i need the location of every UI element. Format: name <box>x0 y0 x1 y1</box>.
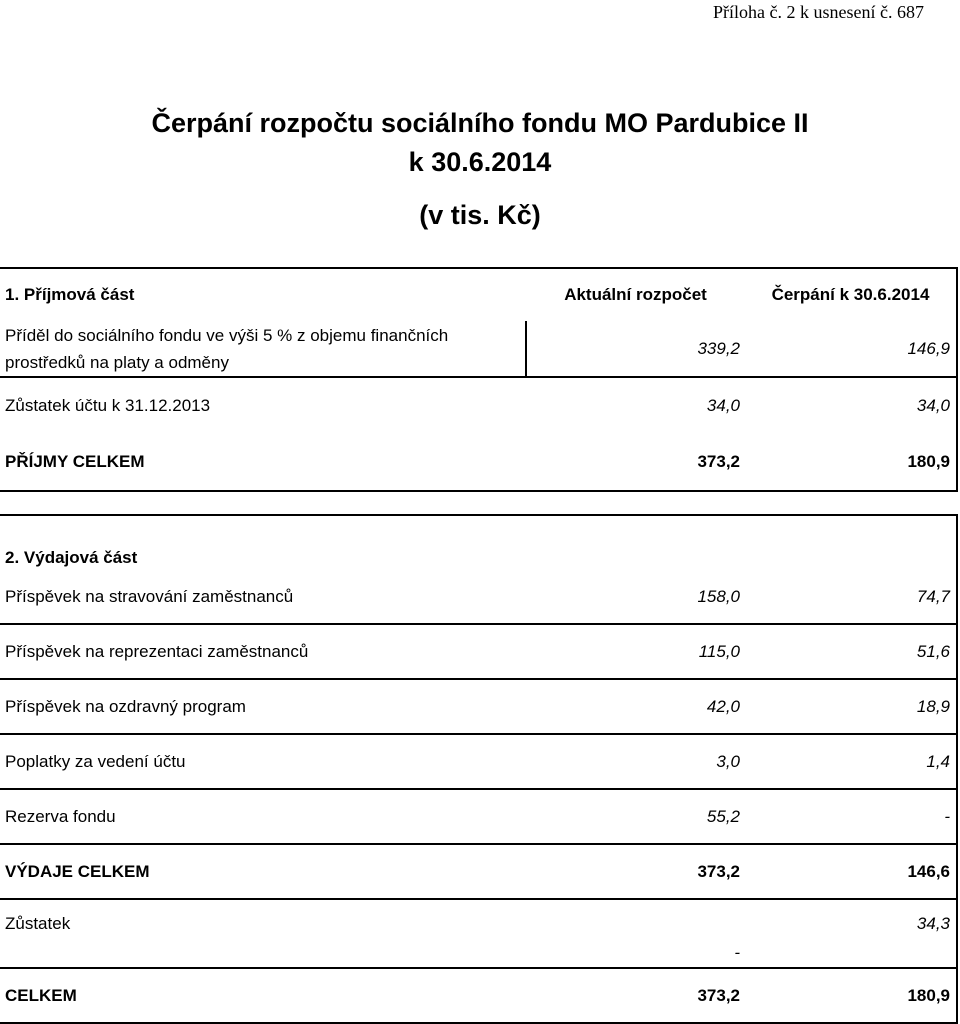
column-header-spent: Čerpání k 30.6.2014 <box>771 285 930 304</box>
row-spent: 18,9 <box>746 679 957 734</box>
row-budget: 42,0 <box>526 679 746 734</box>
income-header-row <box>0 268 957 321</box>
row-spent: 180,9 <box>746 968 957 1023</box>
row-budget: 373,2 <box>526 968 746 1023</box>
row-spent: 51,6 <box>746 624 957 679</box>
row-spent: 74,7 <box>746 570 957 624</box>
row-label: Příspěvek na ozdravný program <box>0 679 526 734</box>
row-budget: 373,2 <box>526 844 746 899</box>
row-label: Poplatky za vedení účtu <box>0 734 526 789</box>
expense-total-row <box>0 844 957 899</box>
row-budget: 115,0 <box>526 624 746 679</box>
page-units: (v tis. Kč) <box>419 200 541 230</box>
row-label: PŘÍJMY CELKEM <box>5 451 145 471</box>
row-label: Příspěvek na stravování zaměstnanců <box>0 570 526 624</box>
table-row <box>0 679 957 734</box>
row-label: Rezerva fondu <box>0 789 526 844</box>
row-budget: 373,2 <box>697 451 740 471</box>
row-spent: 146,9 <box>746 321 957 377</box>
row-label: Příspěvek na reprezentaci zaměstnanců <box>0 624 526 679</box>
row-label: Zůstatek <box>0 899 526 968</box>
table-row <box>0 734 957 789</box>
row-spent: 34,0 <box>916 395 950 415</box>
row-budget: 158,0 <box>526 570 746 624</box>
empty-cell <box>746 515 957 570</box>
expense-table <box>0 514 958 1024</box>
row-budget: 55,2 <box>526 789 746 844</box>
annex-reference: Příloha č. 2 k usnesení č. 687 <box>713 2 924 22</box>
empty-cell <box>526 515 746 570</box>
table-row <box>0 321 957 377</box>
table-row <box>0 624 957 679</box>
table-row <box>0 789 957 844</box>
page-title: Čerpání rozpočtu sociálního fondu MO Pardubice II <box>151 108 809 138</box>
row-spent: - <box>746 789 957 844</box>
row-budget: - <box>526 899 746 968</box>
row-spent: 180,9 <box>907 451 950 471</box>
row-budget: 3,0 <box>526 734 746 789</box>
page-title-date: k 30.6.2014 <box>408 147 552 177</box>
table-row <box>0 377 957 433</box>
row-label: Zůstatek účtu k 31.12.2013 <box>5 395 211 415</box>
row-label: VÝDAJE CELKEM <box>0 844 526 899</box>
expense-section-title: 2. Výdajová část <box>5 548 138 567</box>
income-section-title: 1. Příjmová část <box>5 285 135 304</box>
grand-total-row <box>0 968 957 1023</box>
row-spent: 34,3 <box>746 899 957 968</box>
table-row <box>0 570 957 624</box>
income-table <box>0 267 958 492</box>
row-spent: 1,4 <box>746 734 957 789</box>
row-label: CELKEM <box>0 968 526 1023</box>
row-budget: 339,2 <box>526 321 746 377</box>
row-label: Příděl do sociálního fondu ve výši 5 % z objemu finančních prostředků na platy a odměny <box>0 321 526 377</box>
balance-row <box>0 899 957 968</box>
column-header-budget: Aktuální rozpočet <box>564 285 707 304</box>
income-total-row <box>0 433 957 491</box>
row-budget: 34,0 <box>706 395 740 415</box>
expense-header-row <box>0 515 957 570</box>
row-spent: 146,6 <box>746 844 957 899</box>
